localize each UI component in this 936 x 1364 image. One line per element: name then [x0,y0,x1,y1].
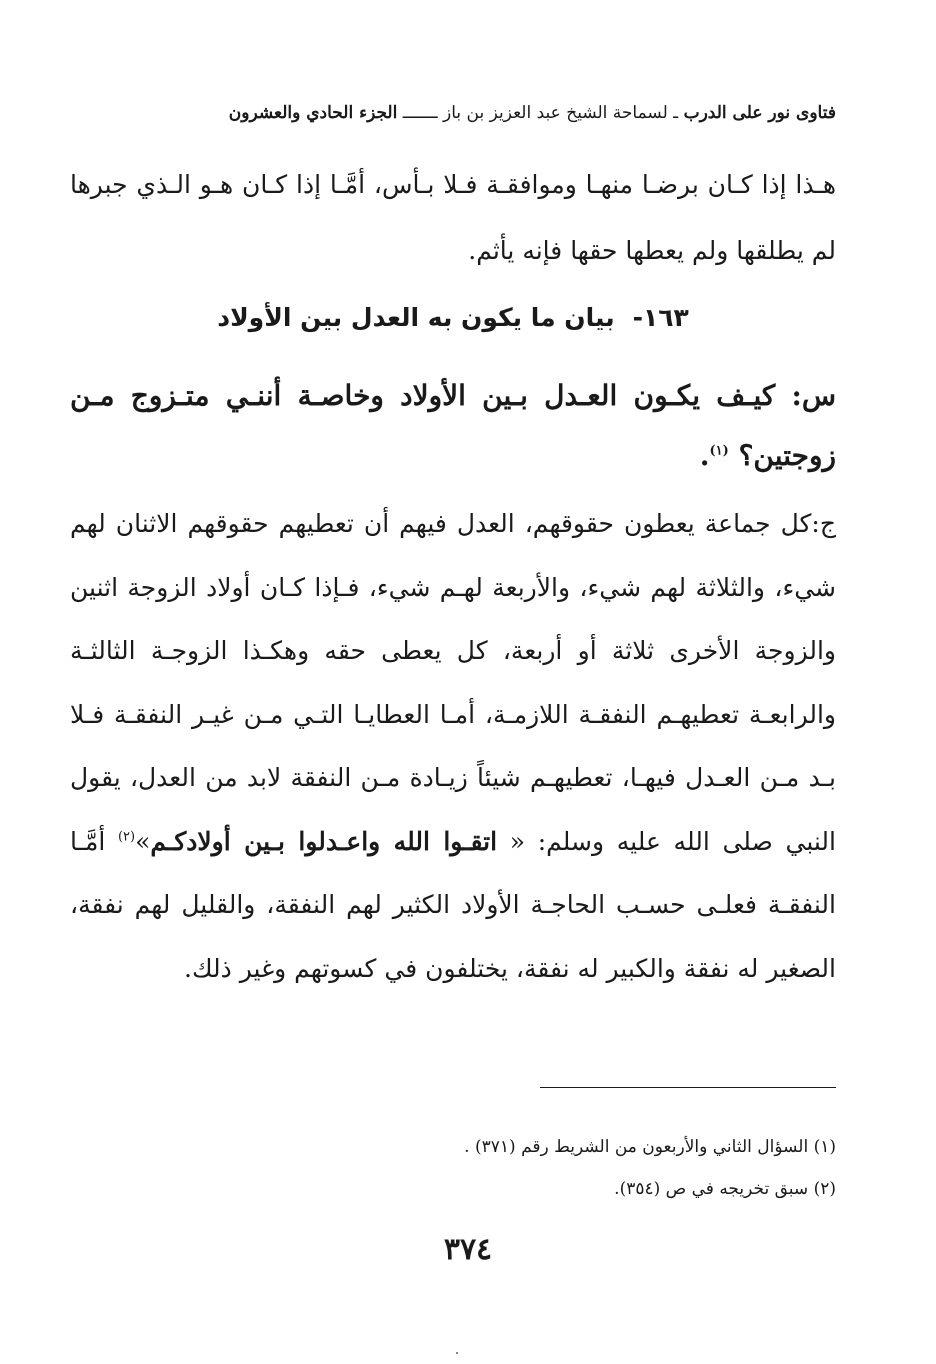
answer-text-1: ج:كل جماعة يعطون حقوقهم، العدل فيهم أن تعطيهم حقوقهم الاثنان لهم شيء، والثلاثة لهم شيء، والأربعة لهـم شيء، فـإذا كـان أولاد الزوجة اثنين والزوجة الأخرى ثلاثة أو أربعة، كل يعطى حقه وهكـذا الزوجـة الثالثـة والرابعـة تعطيهـم النفقـة اللازمـة، أمـا العطايـا التـي مـن غيـر النفقـة فـلا بـد مـن العـدل فيهـا، تعطيهـم شيئاً زيـادة مـن النفقة لابد من العدل، يقول النبي صلى الله عليه وسلم: « [70,509,836,856]
footnote-ref-1: (١) [709,443,729,459]
question-end: . [699,439,710,472]
quote-close: » [135,826,151,856]
hadith-quote: اتقـوا الله واعـدلوا بـين أولادكـم [150,826,498,856]
footnotes [70,1126,836,1210]
question-text: س: كيـف يكـون العـدل بـين الأولاد وخاصـة أننـي متـزوج مـن زوجتين؟ [70,379,836,472]
header-volume: الجزء الحادي والعشرون [228,103,398,123]
footnote-2: (٢) سبق تخريجه في ص (٣٥٤). [614,1179,836,1199]
scan-speck [456,1352,458,1354]
header-rule: ـــــــ [397,103,444,123]
section-title: بيان ما يكون به العدل بين الأولاد [217,303,615,332]
footnote-divider [540,1087,836,1088]
footnote-1: (١) السؤال الثاني والأربعون من الشريط رقم (٣٧١) . [464,1137,836,1157]
question-paragraph [70,366,836,486]
header-separator: ـ [667,103,684,123]
intro-paragraph: هـذا إذا كـان برضـا منهـا وموافقـة فـلا بـأس، أمَّـا إذا كـان هـو الـذي جبرها لم يطلقها ولم يعطها حقها فإنه يأثم. [70,170,836,265]
running-header [70,100,836,126]
section-heading [70,296,836,340]
page-number: ٣٧٤ [443,1232,493,1267]
header-author: لسماحة الشيخ عبد العزيز بن باز [443,103,668,123]
answer-text-2: أمَّـا النفقـة فعلـى حسـب الحاجـة الأولاد الكثير لهم النفقة، والقليل لهم نفقة، الصغير له نفقة والكبير له نفقة، يختلفون في كسوتهم وغير ذلك. [70,826,836,983]
footnote-ref-2: (٢) [117,829,136,845]
answer-paragraph [70,492,836,1000]
section-number: ١٦٣- [632,303,689,332]
book-title: فتاوى نور على الدرب [683,103,836,123]
